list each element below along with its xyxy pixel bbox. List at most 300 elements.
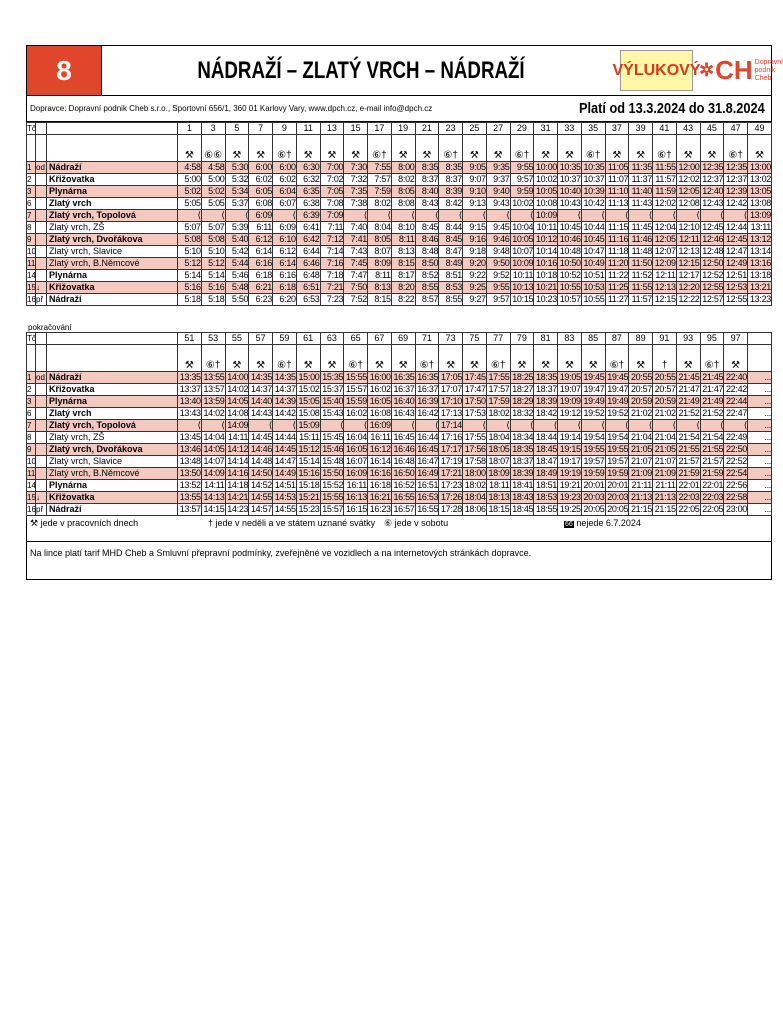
departure-time: 19:21: [558, 480, 582, 492]
stop-tc: 9: [27, 444, 36, 456]
stop-row: [27, 420, 772, 432]
departure-time: 8:35: [415, 162, 439, 174]
stop-tc: 15: [27, 283, 36, 292]
stop-tc: 7: [27, 210, 36, 222]
departure-time: 10:50: [558, 258, 582, 270]
departure-time: ⟨: [391, 420, 415, 432]
departure-time: 10:39: [581, 186, 605, 198]
departure-time: 14:51: [273, 480, 297, 492]
departure-time: 9:40: [486, 186, 510, 198]
departure-time: ...: [748, 504, 772, 516]
departure-time: 17:59: [486, 396, 510, 408]
departure-time: 7:55: [368, 162, 392, 174]
departure-time: 6:32: [296, 174, 320, 186]
departure-time: 14:13: [201, 492, 225, 504]
departure-time: ⟨: [724, 210, 748, 222]
departure-time: 15:45: [320, 432, 344, 444]
detour-badge: VÝLUKOVÝ: [620, 50, 693, 91]
departure-time: 21:47: [700, 384, 724, 396]
departure-time: 5:46: [225, 270, 249, 282]
departure-time: 6:14: [249, 246, 273, 258]
departure-time: 16:13: [344, 492, 368, 504]
departure-time: 13:55: [178, 492, 202, 504]
service-symbol: ⚒: [178, 345, 202, 372]
departure-time: 12:13: [653, 282, 677, 294]
departure-time: 5:12: [178, 258, 202, 270]
service-symbol: ⚒: [463, 135, 487, 162]
departure-time: 10:42: [581, 198, 605, 210]
departure-time: 10:05: [510, 234, 534, 246]
departure-time: 5:14: [178, 270, 202, 282]
service-symbol: ⚒: [249, 345, 273, 372]
departure-time: 10:16: [534, 258, 558, 270]
departure-time: 21:11: [653, 480, 677, 492]
stop-name: Plynárna: [47, 480, 178, 492]
departure-time: 11:13: [605, 198, 629, 210]
departure-time: 10:21: [534, 282, 558, 294]
departure-time: 10:15: [510, 294, 534, 306]
departure-time: 10:02: [510, 198, 534, 210]
departure-time: 22:52: [724, 456, 748, 468]
departure-time: 12:05: [653, 234, 677, 246]
departure-time: 18:45: [534, 444, 558, 456]
departure-time: ⟨: [201, 210, 225, 222]
departure-time: 8:15: [368, 294, 392, 306]
timetable-block-1: [26, 122, 772, 306]
departure-time: 18:04: [486, 432, 510, 444]
departure-time: 19:47: [605, 384, 629, 396]
departure-time: 22:50: [724, 444, 748, 456]
departure-time: 21:55: [676, 444, 700, 456]
departure-time: 12:50: [700, 258, 724, 270]
departure-time: 16:43: [391, 408, 415, 420]
departure-time: 10:09: [510, 258, 534, 270]
departure-time: ⟨: [178, 210, 202, 222]
departure-time: 20:55: [629, 372, 653, 384]
departure-time: 11:27: [605, 294, 629, 306]
blank-cell: [27, 135, 36, 162]
trip-number: 27: [486, 123, 510, 135]
departure-time: 14:37: [273, 384, 297, 396]
departure-time: 21:52: [700, 408, 724, 420]
departure-time: 15:02: [296, 384, 320, 396]
departure-time: 11:10: [605, 186, 629, 198]
stop-mark: př: [36, 504, 47, 516]
departure-time: ⟨: [510, 210, 534, 222]
departure-time: 13:21: [748, 282, 772, 294]
departure-time: 11:40: [629, 186, 653, 198]
departure-time: 16:00: [368, 372, 392, 384]
legend-sundays: † jede v neděli a ve státem uznané svátky: [208, 518, 376, 528]
service-symbol: ⚒: [415, 135, 439, 162]
departure-time: 21:15: [629, 504, 653, 516]
departure-time: 14:21: [225, 492, 249, 504]
departure-time: ...: [748, 468, 772, 480]
departure-time: 14:45: [273, 444, 297, 456]
departure-time: 21:05: [629, 444, 653, 456]
stop-row: [27, 480, 772, 492]
departure-time: 10:05: [534, 186, 558, 198]
departure-time: 19:45: [605, 372, 629, 384]
departure-time: 7:32: [344, 174, 368, 186]
departure-time: 13:55: [201, 372, 225, 384]
departure-time: 15:05: [296, 396, 320, 408]
departure-time: 13:16: [748, 258, 772, 270]
departure-time: 19:59: [581, 468, 605, 480]
stop-tc: 11: [27, 469, 36, 478]
stop-mark: [36, 408, 47, 420]
departure-time: 15:00: [296, 372, 320, 384]
stop-tc: 10: [27, 247, 36, 256]
departure-time: 12:15: [676, 258, 700, 270]
departure-time: 21:07: [629, 456, 653, 468]
departure-time: 11:07: [605, 174, 629, 186]
departure-time: 14:09: [225, 420, 249, 432]
departure-time: 11:18: [605, 246, 629, 258]
stop-mark: ↓: [36, 282, 47, 294]
stop-row: [27, 174, 772, 186]
departure-time: 11:57: [629, 294, 653, 306]
departure-time: ⟨: [344, 210, 368, 222]
departure-time: 9:10: [463, 186, 487, 198]
trip-number: 61: [296, 333, 320, 345]
departure-time: 21:02: [653, 408, 677, 420]
departure-time: 10:52: [558, 270, 582, 282]
departure-time: 14:11: [201, 480, 225, 492]
departure-time: 6:02: [249, 174, 273, 186]
trip-number: 11: [296, 123, 320, 135]
departure-time: 18:37: [534, 384, 558, 396]
departure-time: 18:15: [486, 504, 510, 516]
departure-time: 8:46: [415, 234, 439, 246]
departure-time: 20:57: [653, 384, 677, 396]
departure-time: 12:02: [653, 198, 677, 210]
departure-time: 9:25: [463, 282, 487, 294]
departure-time: 16:47: [415, 456, 439, 468]
departure-time: 21:54: [700, 432, 724, 444]
service-symbol: ⚒: [605, 135, 629, 162]
service-symbol: ⑥†: [273, 345, 297, 372]
departure-time: 18:53: [534, 492, 558, 504]
departure-time: 6:42: [296, 234, 320, 246]
stop-name: Plynárna: [47, 270, 178, 282]
departure-time: 20:01: [605, 480, 629, 492]
departure-time: 16:05: [368, 396, 392, 408]
departure-time: 7:35: [344, 186, 368, 198]
trip-number: 69: [391, 333, 415, 345]
blank-cell: [27, 345, 36, 372]
departure-time: 10:23: [534, 294, 558, 306]
departure-time: 17:14: [439, 420, 463, 432]
departure-time: 17:50: [463, 396, 487, 408]
blank-cell: [47, 123, 178, 135]
departure-time: 16:52: [391, 480, 415, 492]
departure-time: 8:51: [439, 270, 463, 282]
validity-period: Platí od 13.3.2024 do 31.8.2024: [578, 100, 765, 117]
trip-number: 15: [344, 123, 368, 135]
departure-time: 10:53: [581, 282, 605, 294]
trip-number: 17: [368, 123, 392, 135]
departure-time: 8:17: [391, 270, 415, 282]
departure-time: 12:13: [676, 246, 700, 258]
trip-number: 63: [320, 333, 344, 345]
stop-mark: [36, 222, 47, 234]
stop-row: [27, 210, 772, 222]
departure-time: 13:08: [748, 198, 772, 210]
departure-time: 9:57: [510, 174, 534, 186]
departure-time: 5:02: [178, 186, 202, 198]
trip-number: 5: [225, 123, 249, 135]
blank-cell: [47, 135, 178, 162]
departure-time: 18:04: [463, 492, 487, 504]
stop-tc: 3: [27, 186, 36, 198]
departure-time: 18:47: [534, 456, 558, 468]
departure-time: 21:13: [653, 492, 677, 504]
departure-time: 11:50: [629, 258, 653, 270]
stop-mark: [36, 246, 47, 258]
departure-time: 8:37: [439, 174, 463, 186]
departure-time: ⟨: [320, 420, 344, 432]
departure-time: 16:11: [344, 480, 368, 492]
departure-time: 6:12: [273, 246, 297, 258]
trip-number: 13: [320, 123, 344, 135]
departure-time: 16:18: [368, 480, 392, 492]
departure-time: 14:05: [225, 396, 249, 408]
departure-time: 8:42: [439, 198, 463, 210]
departure-time: ⟨: [486, 210, 510, 222]
departure-time: 18:25: [510, 372, 534, 384]
logo-mark-text: CH: [715, 55, 753, 85]
stop-row: [27, 246, 772, 258]
departure-time: 8:55: [439, 294, 463, 306]
departure-time: 7:11: [320, 222, 344, 234]
service-symbol: ⚒: [629, 135, 653, 162]
departure-time: 16:35: [415, 372, 439, 384]
departure-time: ⟨: [700, 210, 724, 222]
departure-time: 17:53: [463, 408, 487, 420]
departure-time: 10:48: [558, 246, 582, 258]
stop-tc: 1: [27, 162, 36, 174]
service-symbol: ⚒: [486, 135, 510, 162]
departure-time: 12:40: [700, 186, 724, 198]
departure-time: 5:14: [201, 270, 225, 282]
trip-number: 65: [344, 333, 368, 345]
stop-mark: [36, 444, 47, 456]
trip-number-row: [27, 123, 772, 135]
departure-time: 5:05: [201, 198, 225, 210]
departure-time: 20:05: [581, 504, 605, 516]
stop-row: [27, 270, 772, 282]
departure-time: 8:53: [439, 282, 463, 294]
service-symbol: ⑥†: [415, 345, 439, 372]
trip-number: 33: [558, 123, 582, 135]
departure-time: 12:22: [676, 294, 700, 306]
departure-time: 15:08: [296, 408, 320, 420]
trip-number: 43: [676, 123, 700, 135]
departure-time: 10:00: [534, 162, 558, 174]
departure-time: 12:09: [653, 258, 677, 270]
departure-time: 21:04: [653, 432, 677, 444]
departure-time: 8:43: [415, 198, 439, 210]
departure-time: 9:57: [486, 294, 510, 306]
departure-time: ⟨: [510, 420, 534, 432]
departure-time: 12:00: [676, 162, 700, 174]
departure-time: 14:11: [225, 432, 249, 444]
service-symbol: ⚒: [320, 345, 344, 372]
departure-time: 5:18: [201, 294, 225, 306]
departure-time: 6:08: [249, 198, 273, 210]
departure-time: 16:55: [415, 504, 439, 516]
stop-tc: 14: [27, 271, 36, 280]
stop-row: [27, 372, 772, 384]
departure-time: 14:55: [273, 504, 297, 516]
departure-time: 12:43: [700, 198, 724, 210]
company-logo: [695, 46, 783, 95]
departure-time: 21:57: [676, 456, 700, 468]
departure-time: 5:02: [201, 186, 225, 198]
departure-time: 14:16: [225, 468, 249, 480]
departure-time: 10:07: [510, 246, 534, 258]
timetable-sheet: [26, 45, 783, 580]
departure-time: 14:02: [225, 384, 249, 396]
departure-time: 6:38: [296, 198, 320, 210]
departure-time: 6:18: [273, 282, 297, 294]
stop-row: [27, 198, 772, 210]
departure-time: 9:59: [510, 186, 534, 198]
departure-time: 6:39: [296, 210, 320, 222]
departure-time: 9:13: [463, 198, 487, 210]
departure-time: 16:12: [368, 444, 392, 456]
departure-time: 17:56: [463, 444, 487, 456]
departure-time: 12:37: [700, 174, 724, 186]
departure-time: 21:55: [700, 444, 724, 456]
trip-number: [748, 333, 772, 345]
departure-time: 18:00: [463, 468, 487, 480]
stop-mark: [36, 468, 47, 480]
departure-time: 4:58: [178, 162, 202, 174]
departure-time: ⟨: [629, 210, 653, 222]
departure-time: 14:04: [201, 432, 225, 444]
departure-time: ...: [748, 396, 772, 408]
departure-time: ⟨: [653, 210, 677, 222]
trip-number: 73: [439, 333, 463, 345]
departure-time: 15:48: [320, 456, 344, 468]
departure-time: 18:45: [510, 504, 534, 516]
legend: [26, 516, 772, 542]
departure-time: 10:55: [581, 294, 605, 306]
departure-time: 9:37: [486, 174, 510, 186]
trip-number: 83: [558, 333, 582, 345]
departure-time: 21:59: [676, 468, 700, 480]
departure-time: 18:39: [510, 468, 534, 480]
departure-time: 16:50: [391, 468, 415, 480]
departure-time: 12:08: [676, 198, 700, 210]
departure-time: 14:09: [201, 468, 225, 480]
departure-time: 5:12: [201, 258, 225, 270]
departure-time: 11:15: [605, 222, 629, 234]
departure-time: 12:47: [724, 246, 748, 258]
stop-name: Nádraží: [47, 162, 178, 174]
departure-time: 15:09: [296, 420, 320, 432]
departure-time: 21:47: [676, 384, 700, 396]
departure-time: 10:08: [534, 198, 558, 210]
departure-time: 8:13: [368, 282, 392, 294]
departure-time: 19:25: [558, 504, 582, 516]
departure-time: 5:32: [225, 174, 249, 186]
departure-time: 22:54: [724, 468, 748, 480]
stop-tc: 15: [27, 493, 36, 502]
departure-time: 14:48: [249, 456, 273, 468]
blank-cell: [36, 135, 47, 162]
stop-row: [27, 456, 772, 468]
departure-time: 21:15: [653, 504, 677, 516]
departure-time: 12:11: [653, 270, 677, 282]
departure-time: 5:44: [225, 258, 249, 270]
stop-name: Zlatý vrch: [47, 198, 178, 210]
stop-tc: 2: [27, 384, 36, 396]
departure-time: 12:57: [700, 294, 724, 306]
departure-time: 20:59: [629, 396, 653, 408]
stop-row: [27, 258, 772, 270]
stop-tc: 8: [27, 432, 36, 444]
departure-time: 7:09: [320, 210, 344, 222]
trip-number: 39: [629, 123, 653, 135]
service-symbol: ⑥†: [439, 135, 463, 162]
departure-time: 10:11: [510, 270, 534, 282]
departure-time: 21:45: [700, 372, 724, 384]
departure-time: 14:44: [273, 432, 297, 444]
departure-time: 20:57: [629, 384, 653, 396]
service-symbol: ⑥†: [368, 135, 392, 162]
stop-row: [27, 282, 772, 294]
departure-time: 12:11: [676, 234, 700, 246]
departure-time: 7:45: [344, 258, 368, 270]
departure-time: 13:14: [748, 246, 772, 258]
departure-time: 6:20: [273, 294, 297, 306]
blank-cell: [47, 333, 178, 345]
departure-time: 7:52: [344, 294, 368, 306]
trip-number: 51: [178, 333, 202, 345]
line-number: 8: [27, 46, 102, 95]
departure-time: 5:05: [178, 198, 202, 210]
trip-number: 81: [534, 333, 558, 345]
departure-time: 21:57: [700, 456, 724, 468]
service-symbol: ⚒: [178, 135, 202, 162]
departure-time: ⟨: [581, 420, 605, 432]
departure-time: 18:42: [534, 408, 558, 420]
service-symbol: ⚒: [225, 345, 249, 372]
service-symbol: ⚒: [629, 345, 653, 372]
legend-saturday: ⑥ jede v sobotu: [384, 518, 449, 528]
departure-time: 12:02: [676, 174, 700, 186]
departure-time: 21:49: [676, 396, 700, 408]
departure-time: ⟨: [225, 210, 249, 222]
departure-time: 5:16: [178, 282, 202, 294]
departure-time: 7:21: [320, 282, 344, 294]
departure-time: 12:55: [700, 282, 724, 294]
departure-time: 16:04: [344, 432, 368, 444]
service-symbol: ⚒: [391, 345, 415, 372]
departure-time: 15:37: [320, 384, 344, 396]
departure-time: 22:42: [724, 384, 748, 396]
departure-time: 21:09: [629, 468, 653, 480]
trip-number: 9: [273, 123, 297, 135]
departure-time: 14:39: [273, 396, 297, 408]
departure-time: 14:02: [201, 408, 225, 420]
departure-time: 11:37: [629, 174, 653, 186]
departure-time: 22:47: [724, 408, 748, 420]
departure-time: 10:45: [558, 222, 582, 234]
